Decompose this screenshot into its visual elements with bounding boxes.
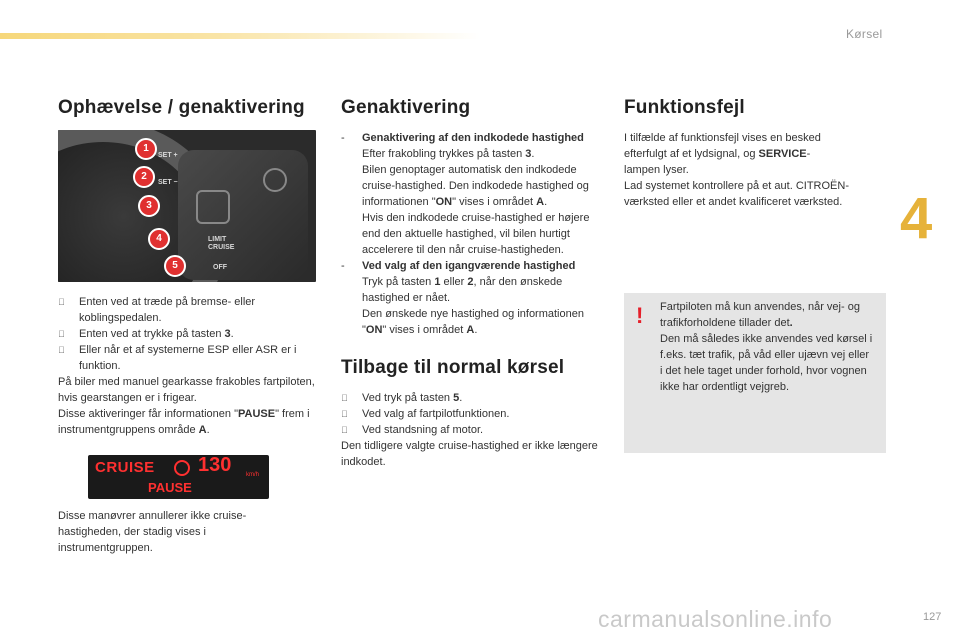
warning-icon: ! [636, 303, 644, 328]
column-reactivation [341, 97, 603, 470]
list-item: Ved tryk på tasten 5. [341, 390, 603, 406]
list-item: Ved valg af fartpilotfunktionen. [341, 406, 603, 422]
marker-3: 3 [138, 195, 160, 217]
set-plus-label: SET + [158, 152, 178, 159]
display-cruise-text: CRUISE [95, 459, 155, 476]
heading-deactivation: Ophævelse / genaktivering [58, 97, 305, 118]
column-malfunction [624, 97, 886, 210]
column-deactivation [58, 97, 323, 556]
heading-normal-driving: Tilbage til normal kørsel [341, 357, 565, 378]
marker-4: 4 [148, 228, 170, 250]
section-label: Kørsel [846, 27, 883, 41]
bullet-icon [341, 422, 348, 438]
warning-text: Den må således ikke anvendes ved kørsel i f.eks. tæt trafik, på våd eller ujævn vej eller i det hele taget under forhold, hvor vognen ikke har ordentligt vejgreb. [660, 333, 873, 393]
display-speed: 130 [198, 454, 232, 476]
speedometer-icon [174, 460, 190, 476]
marker-5: 5 [164, 255, 186, 277]
set-minus-label: SET − [158, 179, 178, 186]
header-accent-bar [0, 33, 480, 39]
list-item: Eller når et af systemerne ESP eller ASR er i funktion. [58, 342, 323, 374]
off-label: OFF [213, 264, 227, 271]
cruise-display-image [88, 455, 269, 499]
paragraph: Disse aktiveringer får informationen "PAUSE" frem i instrumentgruppens område A. [58, 408, 310, 436]
marker-1: 1 [135, 138, 157, 160]
display-unit: km/h [246, 472, 260, 478]
limit-cruise-label: LIMIT CRUISE [208, 236, 235, 251]
warning-text: Fartpiloten må kun anvendes, når vej- og trafikforholdene tillader det [660, 301, 860, 329]
rocker-switch-icon [196, 190, 230, 224]
display-pause: PAUSE [148, 480, 192, 495]
paragraph: I tilfælde af funktionsfejl vises en besked efterfulgt af et lydsignal, og SERVICE-lampen lyser. [624, 132, 821, 176]
list-item: - Ved valg af den igangværende hastighed Tryk på tasten 1 eller 2, når den ønskede hastighed er nået. Den ønskede nye hastighed og informationen "ON" vises i området A. [341, 260, 584, 336]
list-item: Ved standsning af motor. [341, 422, 603, 438]
bullet-icon [341, 390, 348, 406]
paragraph: Disse manøvrer annullerer ikke cruise-hastigheden, der stadig vises i instrumentgruppen. [58, 510, 247, 554]
bullet-icon [58, 342, 65, 358]
knob-icon [263, 168, 287, 192]
heading-reactivation: Genaktivering [341, 97, 471, 118]
bullet-icon [58, 294, 65, 310]
page-number: 127 [923, 611, 942, 623]
chapter-number: 4 [900, 186, 933, 251]
paragraph: På biler med manuel gearkasse frakobles fartpiloten, hvis gearstangen er i frigear. [58, 376, 315, 404]
watermark: carmanualsonline.info [598, 606, 833, 632]
marker-2: 2 [133, 166, 155, 188]
list-item: Enten ved at trykke på tasten 3. [58, 326, 323, 342]
paragraph: Lad systemet kontrollere på et aut. CITROËN-værksted eller et andet kvalificeret værksted. [624, 180, 849, 208]
paragraph: Den tidligere valgte cruise-hastighed er ikke længere indkodet. [341, 440, 598, 468]
normal-driving-list [341, 390, 603, 438]
warning-box: ! Fartpiloten må kun anvendes, når vej- og trafikforholdene tillader det. Den må således ikke anvendes ved kørsel i f.eks. tæt trafik, på våd eller ujævn vej eller i det hele taget under forhold, hvor vognen ikke har ordentligt vejgreb. [624, 293, 886, 453]
bullet-icon [58, 326, 65, 342]
list-item: - Genaktivering af den indkodede hastighed Efter frakobling trykkes på tasten 3. Bilen genoptager automatisk den indkodede cruise-hastighed. Den indkodede hastighed og informationen "ON" vises i området A. Hvis den indkodede cruise-hastighed er højere end den aktuelle hastighed, vil bilen hurtigt accelerere til den når cruise-hastigheden. [341, 132, 590, 256]
heading-malfunction: Funktionsfejl [624, 97, 745, 118]
list-item: Enten ved at træde på bremse- eller koblingspedalen. [58, 294, 323, 326]
bullet-icon [341, 406, 348, 422]
steering-control-photo [58, 130, 316, 282]
deactivation-list [58, 294, 323, 374]
